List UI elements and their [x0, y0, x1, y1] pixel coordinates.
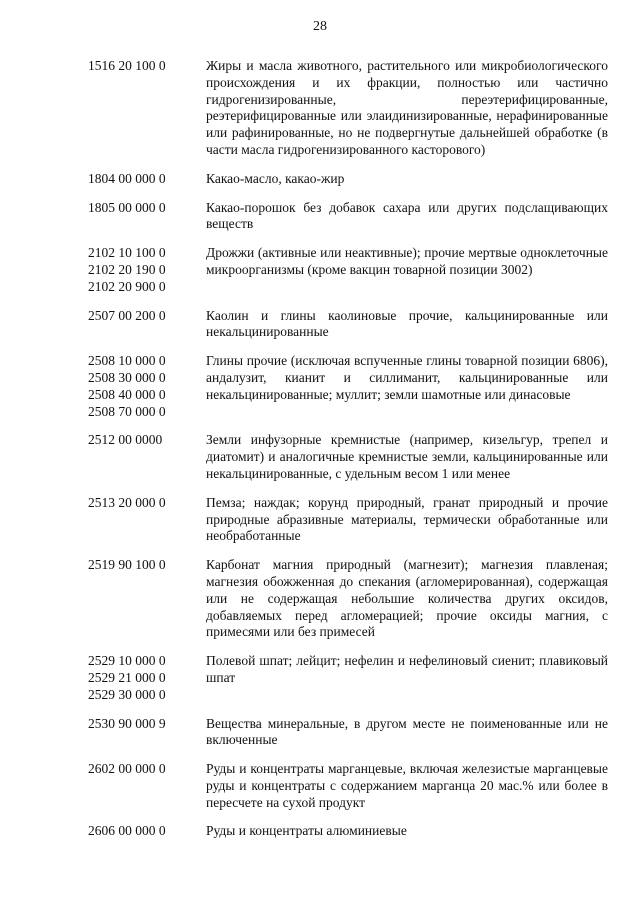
- list-item: [88, 58, 608, 159]
- tariff-code: 2507 00 200 0: [88, 307, 166, 323]
- item-description: Вещества минеральные, в другом месте не поименованные или не включенные: [206, 715, 608, 748]
- list-item: [88, 200, 608, 234]
- code-column: [88, 171, 206, 188]
- tariff-code: 1804 00 000 0: [88, 170, 166, 186]
- tariff-code: 1516 20 100 0: [88, 58, 166, 73]
- code-column: [88, 557, 206, 574]
- item-description: Полевой шпат; лейцит; нефелин и нефелиновый сиенит; плавиковый шпат: [206, 653, 608, 685]
- list-item: [88, 171, 608, 188]
- list-item: [88, 653, 608, 703]
- tariff-code: 2513 20 000 0: [88, 494, 166, 510]
- code-column: [88, 353, 206, 420]
- code-column: [88, 200, 206, 217]
- item-description: Дрожжи (активные или неактивные); прочие мертвые одноклеточные микроорганизмы (кроме вакцин товарной позиции 3002): [206, 245, 608, 277]
- item-description: Земли инфузорные кремнистые (например, кизельгур, трепел и диатомит) и аналогичные кремнистые земли, кальцинированные или некальцинированные, с удельным весом 1 или менее: [206, 432, 608, 481]
- page-number: 28: [313, 19, 327, 34]
- list-item: [88, 761, 608, 811]
- tariff-code: 2508 70 000 0: [88, 403, 166, 419]
- item-description: Какао-порошок без добавок сахара или других подслащивающих веществ: [206, 199, 608, 232]
- list-item: [88, 308, 608, 342]
- tariff-code-list: [88, 58, 608, 852]
- list-item: [88, 353, 608, 420]
- tariff-code: 2519 90 100 0: [88, 557, 166, 573]
- tariff-code: 2508 40 000 0: [88, 386, 166, 402]
- item-description: Глины прочие (исключая вспученные глины товарной позиции 6806), андалузит, кианит и силлиманит, кальцинированные или некальцинированные; муллит; земли шамотные или динасовые: [206, 353, 608, 402]
- list-item: [88, 245, 608, 295]
- item-description: Руды и концентраты алюминиевые: [206, 823, 407, 839]
- item-description: Каолин и глины каолиновые прочие, кальцинированные или некальцинированные: [206, 307, 608, 340]
- tariff-code: 2102 20 190 0: [88, 261, 166, 277]
- tariff-code: 2606 00 000 0: [88, 823, 166, 839]
- tariff-code: 2530 90 000 9: [88, 715, 166, 731]
- code-column: [88, 245, 206, 295]
- code-column: [88, 308, 206, 325]
- item-description: Пемза; наждак; корунд природный, гранат природный и прочие природные абразивные материалы, термически обработанные или необработанные: [206, 494, 608, 544]
- list-item: [88, 823, 608, 840]
- tariff-code: 2508 30 000 0: [88, 369, 166, 385]
- code-column: [88, 716, 206, 733]
- tariff-code: 1805 00 000 0: [88, 199, 166, 215]
- code-column: [88, 653, 206, 703]
- tariff-code: 2102 10 100 0: [88, 245, 166, 261]
- list-item: [88, 557, 608, 641]
- item-description: Карбонат магния природный (магнезит); магнезия плавленая; магнезия обожженная до спекания (агломерированная), содержащая или не содержащая небольшие количества других оксидов, добавляемых перед агломерацией; прочие оксиды магния, с примесями или без примесей: [206, 557, 608, 640]
- tariff-code: 2529 30 000 0: [88, 686, 166, 702]
- code-column: [88, 432, 206, 449]
- tariff-code: 2529 21 000 0: [88, 669, 166, 685]
- item-description: Руды и концентраты марганцевые, включая железистые марганцевые руды и концентраты с содержанием марганца 20 мас.% или более в пересчете на сухой продукт: [206, 761, 608, 810]
- list-item: [88, 432, 608, 482]
- list-item: [88, 716, 608, 750]
- tariff-code: 2529 10 000 0: [88, 653, 166, 669]
- tariff-code: 2602 00 000 0: [88, 761, 166, 777]
- tariff-code: 2512 00 0000: [88, 432, 163, 448]
- list-item: [88, 495, 608, 545]
- code-column: [88, 823, 206, 840]
- tariff-code: 2102 20 900 0: [88, 278, 166, 294]
- tariff-code: 2508 10 000 0: [88, 353, 166, 369]
- code-column: [88, 761, 206, 778]
- item-description: Жиры и масла животного, растительного или микробиологического происхождения и их фракции, полностью или частично гидрогенизированные, переэтерифицированные, реэтерифицированные или элаидинизированные, нерафинированные или рафинированные, но не подвергнутые дальнейшей обработке (в части масла гидрогенизированного касторового): [206, 58, 608, 157]
- item-description: Какао-масло, какао-жир: [206, 170, 345, 186]
- code-column: [88, 58, 206, 75]
- code-column: [88, 495, 206, 512]
